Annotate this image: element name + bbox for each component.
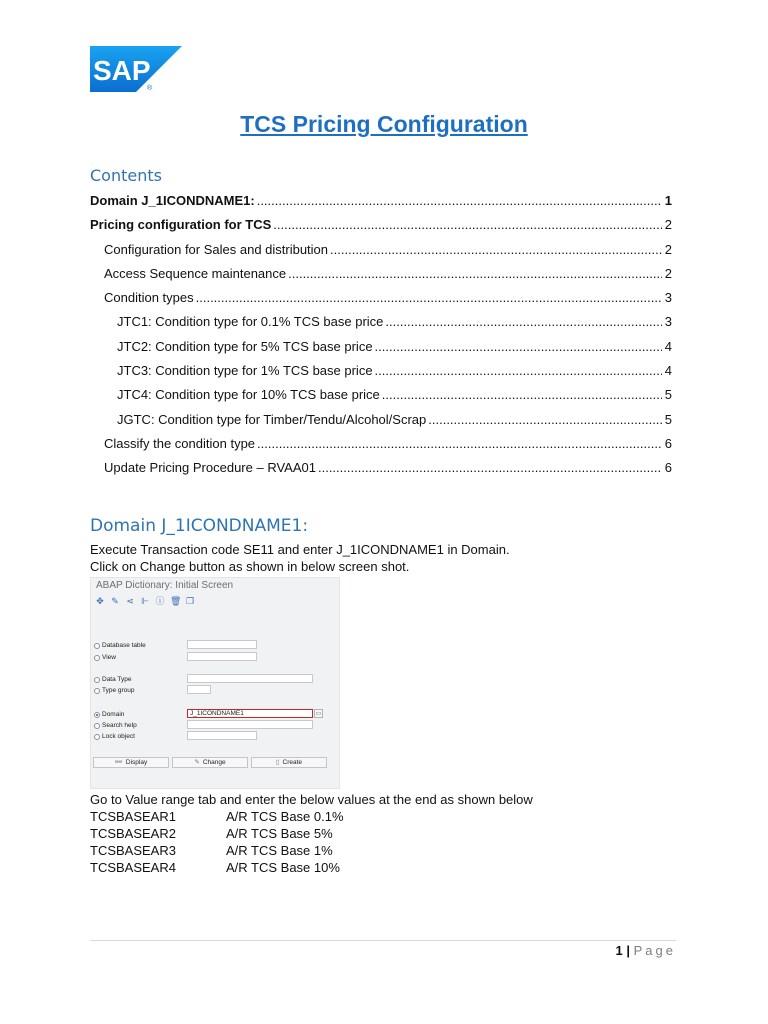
page-label: Page	[633, 943, 676, 958]
value-row: TCSBASEAR2 A/R TCS Base 5%	[90, 826, 333, 841]
display-button[interactable]: 👓 Display	[93, 757, 169, 768]
radio-search-help[interactable]: Search help	[94, 722, 137, 729]
other-object-icon[interactable]: ✥	[96, 596, 104, 606]
radio-type-group[interactable]: Type group	[94, 687, 135, 694]
toc-entry[interactable]: Update Pricing Procedure – RVAA01 ..... 6	[90, 456, 672, 480]
value-help-icon[interactable]: ▭	[315, 711, 322, 717]
toc-entry[interactable]: Condition types ..... 3	[90, 286, 672, 310]
toc-entry[interactable]: Access Sequence maintenance ..... 2	[90, 262, 672, 286]
where-used-icon[interactable]: ⋖	[126, 596, 134, 606]
value-row: TCSBASEAR1 A/R TCS Base 0.1%	[90, 809, 344, 824]
footer-divider	[90, 940, 676, 941]
sap-logo-text: SAP	[93, 55, 151, 86]
value-row: TCSBASEAR3 A/R TCS Base 1%	[90, 843, 333, 858]
toc-entry[interactable]: Configuration for Sales and distribution ..... 2	[90, 238, 672, 262]
instruction-text: Execute Transaction code SE11 and enter J_1ICONDNAME1 in Domain.	[90, 542, 510, 557]
toc-entry[interactable]: Pricing configuration for TCS ..... 2	[90, 213, 672, 237]
type-group-input[interactable]	[187, 685, 211, 694]
database-table-input[interactable]	[187, 640, 257, 649]
domain-input[interactable]: J_1ICONDNAME1	[187, 709, 313, 718]
radio-domain[interactable]: Domain	[94, 711, 124, 718]
delete-icon[interactable]: 🗑	[170, 596, 182, 606]
radio-database-table[interactable]: Database table	[94, 642, 146, 649]
toc-entry[interactable]: Classify the condition type ..... 6	[90, 432, 672, 456]
change-button[interactable]: ✎ Change	[172, 757, 248, 768]
toc-entry[interactable]: JGTC: Condition type for Timber/Tendu/Alcohol/Scrap ..... 5	[90, 408, 672, 432]
radio-lock-object[interactable]: Lock object	[94, 733, 135, 740]
table-of-contents	[90, 189, 672, 481]
screenshot-title: ABAP Dictionary: Initial Screen	[96, 580, 234, 591]
edit-pencil-icon[interactable]: ✎	[111, 596, 119, 606]
create-button[interactable]: ▯ Create	[251, 757, 327, 768]
toc-entry[interactable]: JTC3: Condition type for 1% TCS base price ..... 4	[90, 359, 672, 383]
radio-data-type[interactable]: Data Type	[94, 676, 132, 683]
screenshot-toolbar	[95, 596, 195, 606]
copy-icon[interactable]: ❐	[185, 596, 195, 606]
hierarchy-icon[interactable]: ⊩	[141, 596, 149, 606]
toc-entry[interactable]: JTC2: Condition type for 5% TCS base price ..... 4	[90, 335, 672, 359]
abap-dictionary-screenshot	[90, 577, 340, 789]
search-help-input[interactable]	[187, 720, 313, 729]
toc-entry[interactable]: JTC4: Condition type for 10% TCS base price ..... 5	[90, 383, 672, 407]
instruction-text: Go to Value range tab and enter the below values at the end as shown below	[90, 792, 533, 807]
toc-entry[interactable]: Domain J_1ICONDNAME1: ..... 1	[90, 189, 672, 213]
section-heading-domain: Domain J_1ICONDNAME1:	[90, 516, 309, 536]
registered-mark: ®	[147, 85, 153, 92]
radio-view[interactable]: View	[94, 654, 116, 661]
blank-document-icon: ▯	[275, 759, 280, 766]
contents-heading: Contents	[90, 166, 162, 185]
view-input[interactable]	[187, 652, 257, 661]
glasses-icon: 👓	[114, 759, 123, 766]
instruction-text: Click on Change button as shown in below screen shot.	[90, 559, 410, 574]
page-number: 1	[615, 943, 623, 958]
document-title: TCS Pricing Configuration	[240, 111, 528, 137]
data-type-input[interactable]	[187, 674, 313, 683]
value-row: TCSBASEAR4 A/R TCS Base 10%	[90, 860, 340, 875]
info-icon[interactable]: ⓘ	[155, 596, 165, 606]
lock-object-input[interactable]	[187, 731, 257, 740]
pencil-icon: ✎	[194, 759, 200, 766]
page-footer	[90, 943, 676, 958]
footer-separator: |	[626, 943, 630, 958]
toc-entry[interactable]: JTC1: Condition type for 0.1% TCS base price ..... 3	[90, 310, 672, 334]
sap-logo	[90, 46, 182, 92]
